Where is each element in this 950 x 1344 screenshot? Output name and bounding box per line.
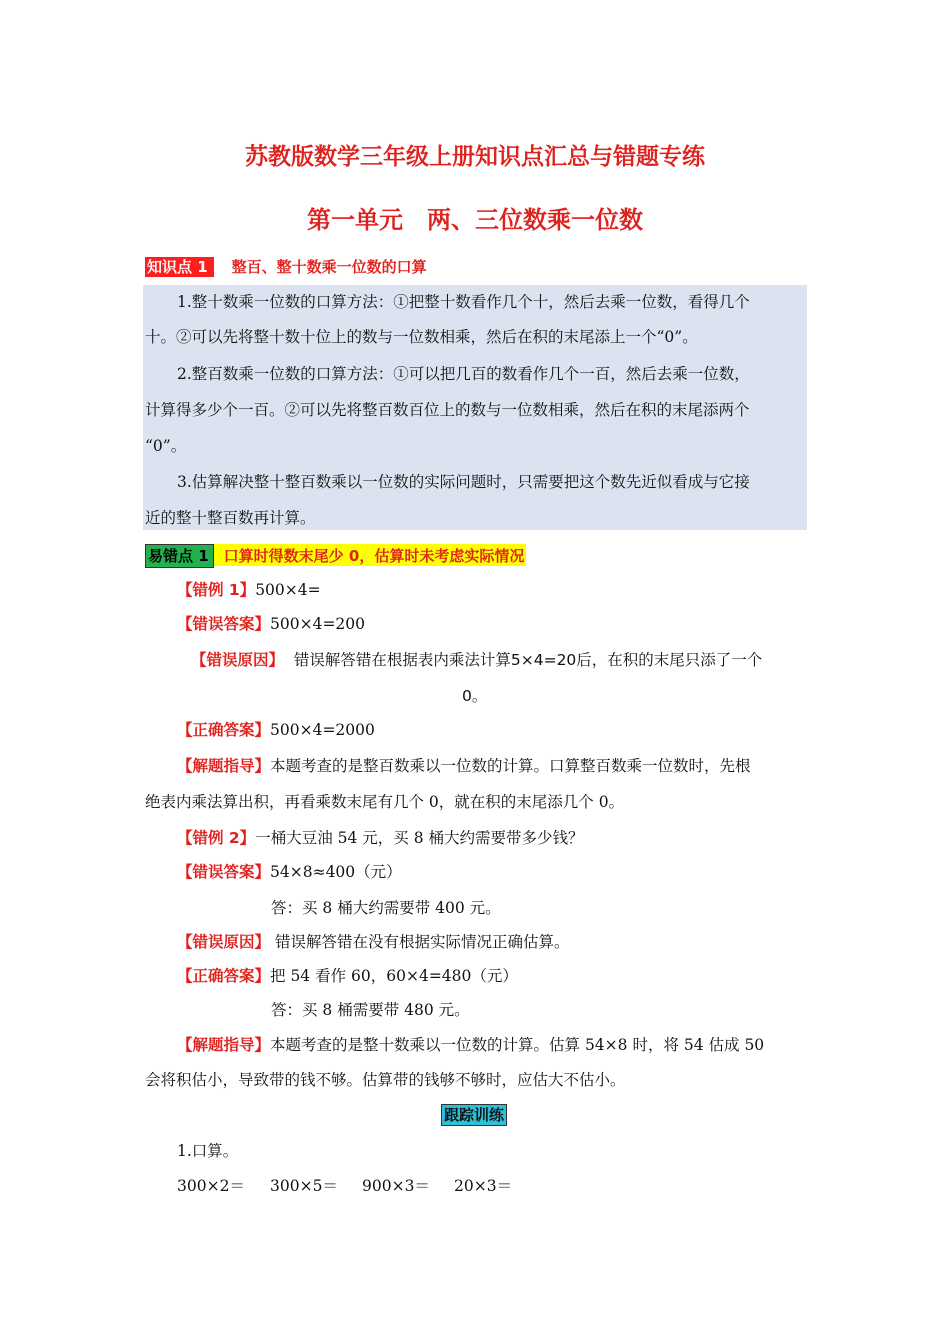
example-2-guide: 【解题指导】本题考查的是整十数乘以一位数的计算。估算 54×8 时，将 54 估成 50: [177, 1036, 765, 1054]
knowledge-line: 十。②可以先将整十数十位上的数与一位数相乘，然后在积的末尾添上一个“0”。: [145, 328, 698, 346]
example-1-wrong: 【错误答案】500×4=200: [177, 615, 366, 633]
training-item: 900×3＝: [362, 1177, 430, 1195]
knowledge-line: 3.估算解决整十整百数乘以一位数的实际问题时，只需要把这个数先近似看成与它接: [177, 473, 750, 491]
example-2-wrong: 【错误答案】54×8≈400（元）: [177, 863, 402, 881]
knowledge-point-header: [145, 257, 427, 277]
knowledge-line: 2.整百数乘一位数的口算方法：①可以把几百的数看作几个一百，然后去乘一位数，: [177, 365, 750, 383]
example-1: 【错例 1】500×4=: [177, 581, 321, 599]
error-tag: 易错点 1: [145, 544, 214, 568]
unit-title: 第一单元 两、三位数乘一位数: [307, 206, 643, 234]
example-1-reason: 【错误原因】 错误解答错在根据表内乘法计算5×4=20后，在积的末尾只添了一个: [191, 651, 763, 669]
example-1-guide: 【解题指导】本题考查的是整百数乘以一位数的计算。口算整百数乘一位数时，先根: [177, 757, 751, 775]
example-1-guide-cont: 绝表内乘法算出积，再看乘数末尾有几个 0，就在积的末尾添几个 0。: [145, 793, 625, 811]
example-1-reason-cont: 0。: [462, 687, 488, 705]
knowledge-line: 计算得多少个一百。②可以先将整百数百位上的数与一位数相乘，然后在积的末尾添两个: [145, 401, 750, 419]
training-item: 300×2＝: [177, 1177, 245, 1195]
training-header: 跟踪训练: [441, 1104, 507, 1126]
example-2-reason: 【错误原因】 错误解答错在没有根据实际情况正确估算。: [177, 933, 570, 951]
example-1-right: 【正确答案】500×4=2000: [177, 721, 375, 739]
error-point-header: [145, 544, 526, 566]
example-2: 【错例 2】一桶大豆油 54 元，买 8 桶大约需要带多少钱？: [177, 829, 584, 847]
error-title: 口算时得数末尾少 0，估算时未考虑实际情况: [223, 547, 525, 565]
doc-title: 苏教版数学三年级上册知识点汇总与错题专练: [245, 144, 705, 170]
example-2-guide-cont: 会将积估小，导致带的钱不够。估算带的钱够不够时，应估大不估小。: [145, 1071, 626, 1089]
training-question-1: 1.口算。: [177, 1142, 239, 1160]
example-2-wrong-answer: 答：买 8 桶大约需要带 400 元。: [271, 899, 501, 917]
knowledge-title: 整百、整十数乘一位数的口算: [231, 258, 427, 276]
knowledge-line: “0”。: [145, 437, 187, 455]
training-item: 300×5＝: [270, 1177, 338, 1195]
example-2-right: 【正确答案】把 54 看作 60，60×4=480（元）: [177, 967, 518, 985]
knowledge-line: 1.整十数乘一位数的口算方法：①把整十数看作几个十，然后去乘一位数，看得几个: [177, 293, 750, 311]
training-item: 20×3＝: [454, 1177, 513, 1195]
knowledge-line: 近的整十整百数再计算。: [145, 509, 316, 527]
example-2-right-answer: 答：买 8 桶需要带 480 元。: [271, 1001, 470, 1019]
knowledge-tag: 知识点 1: [145, 257, 214, 277]
